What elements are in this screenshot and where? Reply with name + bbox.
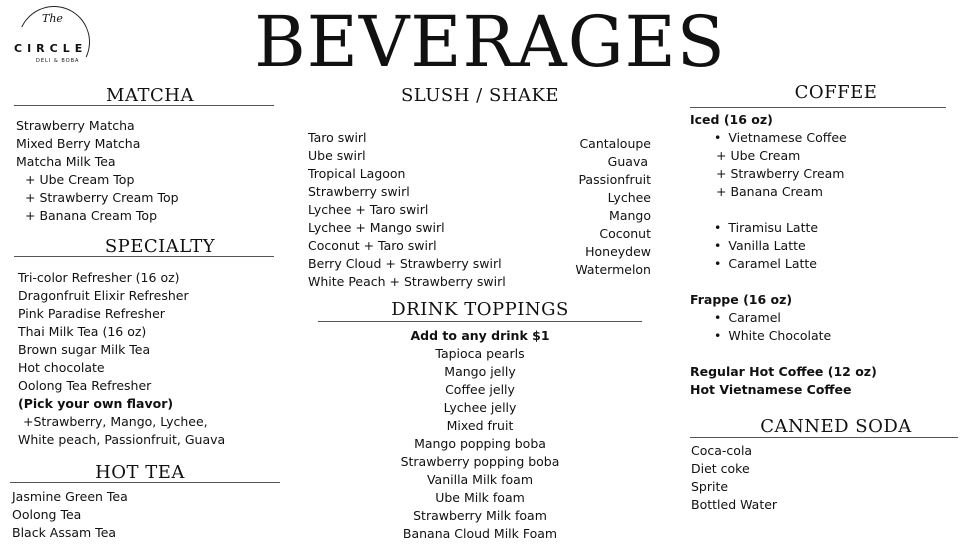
spacer — [690, 345, 877, 363]
specialty-heading: SPECIALTY — [104, 236, 216, 257]
menu-item: Pink Paradise Refresher — [18, 306, 165, 321]
hot-tea-list — [12, 488, 128, 542]
flavor-item: Guava — [607, 154, 648, 169]
menu-item: • Caramel Latte — [690, 255, 877, 273]
flavor-item: Mango — [609, 208, 651, 223]
spacer — [690, 201, 877, 219]
menu-item: Vanilla Milk foam — [426, 472, 534, 487]
flavor-item: Cantaloupe — [579, 136, 651, 151]
menu-item: Taro swirl — [308, 130, 367, 145]
menu-item: Coca-cola — [691, 443, 753, 458]
menu-item: Sprite — [691, 479, 729, 494]
menu-item: Tropical Lagoon — [308, 166, 406, 181]
menu-item: Hot chocolate — [18, 360, 105, 375]
menu-item: • Vietnamese Coffee — [690, 129, 877, 147]
matcha-heading: MATCHA — [106, 85, 194, 106]
matcha-rule — [14, 105, 274, 106]
specialty-list — [18, 269, 225, 449]
menu-item: Oolong Tea Refresher — [18, 378, 152, 393]
frappe-label: Frappe (16 oz) — [690, 292, 793, 307]
canned-rule — [690, 437, 958, 438]
page-title: BEVERAGES — [254, 1, 726, 83]
menu-item: Mixed fruit — [446, 418, 514, 433]
specialty-rule — [14, 256, 274, 257]
coffee-rule — [690, 107, 946, 108]
menu-item: Coconut + Taro swirl — [308, 238, 437, 253]
menu-item: Bottled Water — [691, 497, 778, 512]
menu-item: • Vanilla Latte — [690, 237, 877, 255]
menu-item: + Strawberry Cream — [716, 166, 845, 181]
menu-item: Lychee + Taro swirl — [308, 202, 429, 217]
menu-item: + Ube Cream — [716, 148, 801, 163]
menu-item: Hot Vietnamese Coffee — [690, 382, 852, 397]
logo-the: The — [42, 12, 63, 25]
hot-tea-heading: HOT TEA — [95, 462, 185, 483]
flavor-item: Lychee — [607, 190, 651, 205]
menu-item: + Ube Cream Top — [25, 172, 135, 187]
logo-subtitle: DELI & BOBA — [36, 58, 80, 64]
slush-flavor-list — [540, 135, 651, 279]
spacer — [690, 273, 877, 291]
logo-name: CIRCLE — [14, 42, 88, 55]
menu-item: • Caramel — [690, 309, 877, 327]
flavor-item: Honeydew — [585, 244, 651, 259]
canned-heading: CANNED SODA — [760, 416, 912, 437]
menu-item: Lychee jelly — [443, 400, 517, 415]
menu-item: Brown sugar Milk Tea — [18, 342, 151, 357]
menu-item: Dragonfruit Elixir Refresher — [18, 288, 189, 303]
menu-item: Mango popping boba — [414, 436, 546, 451]
toppings-list — [330, 327, 630, 543]
menu-item: Matcha Milk Tea — [16, 154, 116, 169]
menu-item: Strawberry popping boba — [400, 454, 560, 469]
flavor-item: Coconut — [599, 226, 651, 241]
menu-item: Thai Milk Tea (16 oz) — [18, 324, 147, 339]
toppings-note: Add to any drink $1 — [410, 328, 550, 343]
flavor-item: Passionfruit — [578, 172, 651, 187]
menu-item: White Peach + Strawberry swirl — [308, 274, 506, 289]
menu-item: Mixed Berry Matcha — [16, 136, 141, 151]
menu-item: Regular Hot Coffee (12 oz) — [690, 364, 877, 379]
menu-item: Tri-color Refresher (16 oz) — [18, 270, 180, 285]
slush-heading: SLUSH / SHAKE — [400, 85, 560, 106]
hot-tea-rule — [10, 482, 280, 483]
toppings-heading: DRINK TOPPINGS — [391, 299, 569, 320]
menu-item: Diet coke — [691, 461, 750, 476]
coffee-list — [690, 111, 877, 399]
menu-item: Berry Cloud + Strawberry swirl — [308, 256, 502, 271]
menu-item: + Banana Cream — [716, 184, 823, 199]
flavor-item: Watermelon — [575, 262, 651, 277]
menu-item: Tapioca pearls — [435, 346, 525, 361]
menu-item: Black Assam Tea — [12, 525, 117, 540]
menu-item: Coffee jelly — [445, 382, 515, 397]
menu-item: (Pick your own flavor) — [18, 396, 174, 411]
menu-item: Oolong Tea — [12, 507, 82, 522]
canned-list — [691, 442, 777, 514]
iced-label: Iced (16 oz) — [690, 112, 773, 127]
menu-item: • Tiramisu Latte — [690, 219, 877, 237]
matcha-list — [16, 117, 179, 225]
menu-item: + Banana Cream Top — [25, 208, 158, 223]
menu-item: White peach, Passionfruit, Guava — [18, 432, 226, 447]
menu-item: + Strawberry Cream Top — [25, 190, 179, 205]
slush-list — [308, 129, 506, 291]
circle-logo — [14, 6, 96, 78]
coffee-heading: COFFEE — [794, 82, 878, 103]
menu-item: Lychee + Mango swirl — [308, 220, 445, 235]
menu-item: Banana Cloud Milk Foam — [402, 526, 558, 541]
menu-item: Strawberry Matcha — [16, 118, 135, 133]
menu-item: Strawberry swirl — [308, 184, 410, 199]
menu-item: +Strawberry, Mango, Lychee, — [23, 414, 208, 429]
menu-item: Strawberry Milk foam — [413, 508, 547, 523]
menu-item: Mango jelly — [444, 364, 516, 379]
menu-item: Ube Milk foam — [435, 490, 525, 505]
menu-item: Jasmine Green Tea — [12, 489, 128, 504]
menu-item: Ube swirl — [308, 148, 366, 163]
toppings-rule — [318, 321, 642, 322]
menu-item: • White Chocolate — [690, 327, 877, 345]
